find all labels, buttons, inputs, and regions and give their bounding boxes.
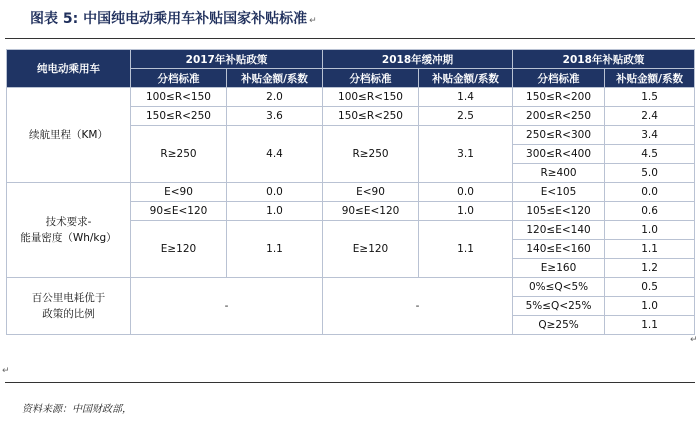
cell-std: 105≤E<120 [513,202,605,221]
cell-val: 0.0 [605,183,695,202]
cell-val: 0.6 [605,202,695,221]
cell-val: 2.4 [605,107,695,126]
row-label-consumption-line1: 百公里电耗优于 [31,292,106,304]
cell-std: E≥120 [323,221,419,278]
cell-std: 90≤E<120 [323,202,419,221]
row-label-energy [7,183,131,278]
cell-val: 0.0 [419,183,513,202]
cell-std: E<105 [513,183,605,202]
paragraph-mark-icon: ↵ [2,366,10,376]
top-rule [5,38,695,39]
cell-std: 100≤R<150 [131,88,227,107]
cell-val: 4.5 [605,145,695,164]
cell-val: 0.5 [605,278,695,297]
cell-val: 3.1 [419,126,513,183]
subsidy-table [6,49,695,335]
table-row [7,88,695,107]
cell-std: 150≤R<200 [513,88,605,107]
row-label-energy-line2: 能量密度（Wh/kg） [20,232,117,244]
cell-std: R≥400 [513,164,605,183]
cell-val: 1.0 [227,202,323,221]
cell-std: 0%≤Q<5% [513,278,605,297]
cell-val: 1.0 [605,221,695,240]
header-corner: 纯电动乘用车 [7,50,131,88]
bottom-rule [5,382,695,383]
cell-std: R≥250 [131,126,227,183]
header-group-2017: 2017年补贴政策 [131,50,323,69]
row-label-energy-line1: 技术要求- [45,216,92,228]
cell-val: 1.1 [605,316,695,335]
cell-std: 200≤R<250 [513,107,605,126]
source-note: 资料来源：中国财政部， [22,404,132,415]
cell-std: 5%≤Q<25% [513,297,605,316]
cell-val: 1.1 [419,221,513,278]
cell-std: 120≤E<140 [513,221,605,240]
cell-val: 1.1 [227,221,323,278]
cell-val: 2.5 [419,107,513,126]
cell-std: 90≤E<120 [131,202,227,221]
cell-std: E≥160 [513,259,605,278]
figure-title-text: 图表 5: 中国纯电动乘用车补贴国家补贴标准 [30,11,308,27]
cell-std: R≥250 [323,126,419,183]
header-sub-val: 补贴金额/系数 [227,69,323,88]
cell-val: 2.0 [227,88,323,107]
cell-dash-buffer: - [323,278,513,335]
table-row [7,183,695,202]
cell-std: 140≤E<160 [513,240,605,259]
cell-val: 1.2 [605,259,695,278]
header-row-groups [7,50,695,69]
cell-std: E<90 [131,183,227,202]
row-label-range: 续航里程（KM） [7,88,131,183]
header-sub-std: 分档标准 [131,69,227,88]
cell-std: 150≤R<250 [323,107,419,126]
cell-val: 1.5 [605,88,695,107]
header-sub-val: 补贴金额/系数 [605,69,695,88]
header-sub-std: 分档标准 [323,69,419,88]
cell-val: 3.6 [227,107,323,126]
header-sub-val: 补贴金额/系数 [419,69,513,88]
paragraph-mark-icon: ↵ [309,16,317,26]
header-group-2018: 2018年补贴政策 [513,50,695,69]
cell-std: Q≥25% [513,316,605,335]
cell-std: 300≤R<400 [513,145,605,164]
header-group-buffer: 2018年缓冲期 [323,50,513,69]
header-sub-std: 分档标准 [513,69,605,88]
cell-std: 250≤R<300 [513,126,605,145]
table-row [7,278,695,297]
cell-val: 4.4 [227,126,323,183]
cell-val: 1.0 [419,202,513,221]
cell-std: 100≤R<150 [323,88,419,107]
row-label-consumption-line2: 政策的比例 [42,308,95,320]
cell-std: E<90 [323,183,419,202]
figure-title [30,8,317,28]
row-label-consumption [7,278,131,335]
cell-dash-2017: - [131,278,323,335]
cell-val: 5.0 [605,164,695,183]
cell-val: 3.4 [605,126,695,145]
cell-std: 150≤R<250 [131,107,227,126]
paragraph-mark-icon: ↵ [690,335,698,345]
cell-val: 1.1 [605,240,695,259]
cell-val: 1.4 [419,88,513,107]
cell-std: E≥120 [131,221,227,278]
cell-val: 0.0 [227,183,323,202]
cell-val: 1.0 [605,297,695,316]
